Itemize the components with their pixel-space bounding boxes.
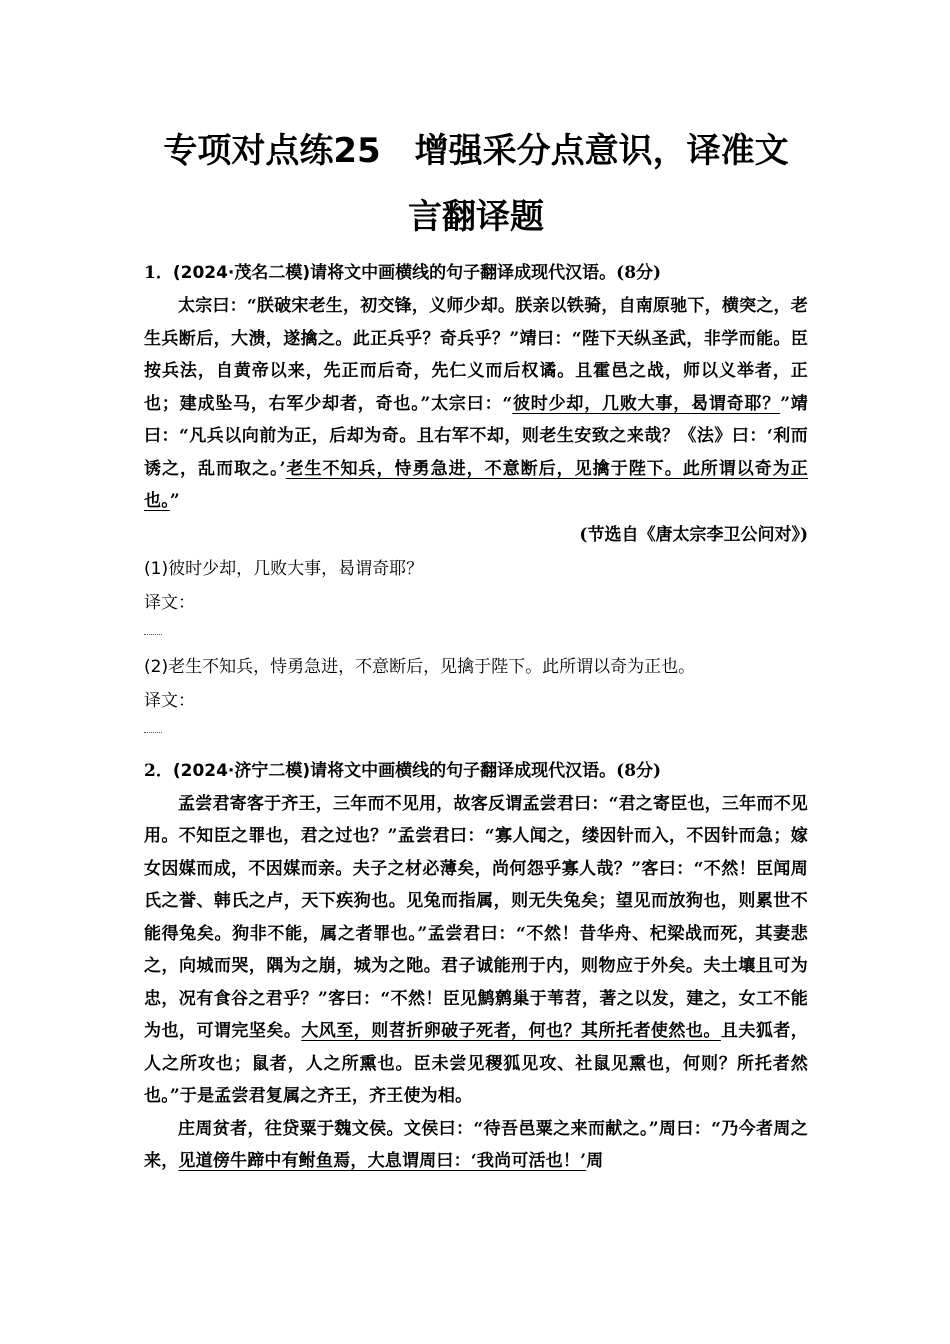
answer-line[interactable] bbox=[144, 718, 808, 748]
title-line-2: 言翻译题 bbox=[408, 197, 544, 237]
title-line-1: 专项对点练25 增强采分点意识，译准文 bbox=[163, 131, 789, 171]
question-1-heading bbox=[144, 256, 808, 290]
page-title bbox=[134, 118, 818, 250]
underlined-sentence-1: 彼时少却，几败大事，曷谓奇耶？ bbox=[512, 393, 781, 414]
passage-paragraph bbox=[144, 290, 808, 518]
passage-paragraph bbox=[144, 1113, 808, 1178]
question-source: (2024·济宁二模) bbox=[172, 760, 311, 781]
document-page bbox=[144, 118, 808, 1178]
question-prompt: 请将文中画横线的句子翻译成现代汉语。(8分) bbox=[310, 263, 662, 283]
passage-text: 太宗曰：“朕破宋老生，初交锋，义师少却。朕亲以铁骑，自南原驰下，横突之，老生兵断后，大溃，遂擒之。此正兵乎？奇兵乎？”靖曰：“陛下天纵圣武，非学而能。臣按兵法，自黄帝以来，先正而后奇，先仁义而后权谲。且霍邑之战，师以义举者，正也；建成坠马，右军少却者，奇也。”太宗曰：“ bbox=[144, 296, 808, 414]
passage-source: (节选自《唐太宗李卫公问对》) bbox=[579, 524, 808, 545]
sub-question-1: (1)彼时少却，几败大事，曷谓奇耶？ bbox=[144, 558, 424, 579]
passage-text: 孟尝君寄客于齐王，三年而不见用，故客反谓孟尝君曰：“君之寄臣也，三年而不见用。不知臣之罪也，君之过也？”孟尝君曰：“寡人闻之，缕因针而入，不因针而急；嫁女因媒而成，不因媒而亲。夫子之材必薄矣，尚何怨乎寡人哉？”客曰：“不然！臣闻周氏之誉、韩氏之卢，天下疾狗也。见兔而指属，则无失兔矣；望见而放狗也，则累世不能得兔矣。狗非不能，属之者罪也。”孟尝君曰：“不然！昔华舟、杞梁战而死，其妻悲之，向城而哭，隅为之崩，城为之阤。君子诚能刑于内，则物应于外矣。夫土壤且可为忠，况有食谷之君乎？”客曰：“不然！臣见鹪鹩巢于苇苕，著之以发，建之，女工不能为也，可谓完坚矣。 bbox=[144, 793, 808, 1041]
question-number: 1． bbox=[144, 263, 173, 283]
question-1-passage bbox=[144, 290, 808, 518]
question-number: 2． bbox=[144, 760, 173, 781]
passage-text: 且夫狐者，人之所攻也；鼠者，人之所熏也。臣未尝见稷狐见攻、社鼠见熏也，何则？所托者然也。”于是孟尝君复属之齐王，齐王使为相。 bbox=[144, 1021, 808, 1106]
underlined-sentence-2: 见道傍牛蹄中有鲋鱼焉，大息谓周曰：‘我尚可活也！’ bbox=[178, 1151, 587, 1171]
question-2-passage bbox=[144, 788, 808, 1178]
question-source: (2024·茂名二模) bbox=[172, 263, 311, 283]
passage-paragraph bbox=[144, 788, 808, 1113]
underlined-sentence-2: 老生不知兵，恃勇急进，不意断后，见擒于陛下。此所谓以奇为正也。 bbox=[144, 458, 808, 511]
answer-label: 译文： bbox=[144, 690, 195, 711]
question-prompt: 请将文中画横线的句子翻译成现代汉语。(8分) bbox=[310, 760, 662, 781]
answer-line[interactable] bbox=[144, 620, 808, 650]
question-2-heading bbox=[144, 754, 808, 788]
passage-text: 庄周贫者，往贷粟于魏文侯。文侯曰：“待吾邑粟之来而献之。”周曰：“乃今者周之来， bbox=[144, 1118, 808, 1171]
answer-label: 译文： bbox=[144, 592, 195, 613]
passage-text: ”靖曰：“凡兵以向前为正，后却为奇。且右军不却，则老生安致之来哉？《法》曰：‘利而诱之，乱而取之。’ bbox=[144, 393, 808, 479]
sub-question-2: (2)老生不知兵，恃勇急进，不意断后，见擒于陛下。此所谓以奇为正也。 bbox=[144, 656, 696, 677]
underlined-sentence-1: 大风至，则苕折卵破子死者，何也？其所托者使然也。 bbox=[301, 1021, 721, 1041]
passage-text: 周 bbox=[586, 1151, 604, 1171]
passage-text: ” bbox=[169, 491, 180, 511]
